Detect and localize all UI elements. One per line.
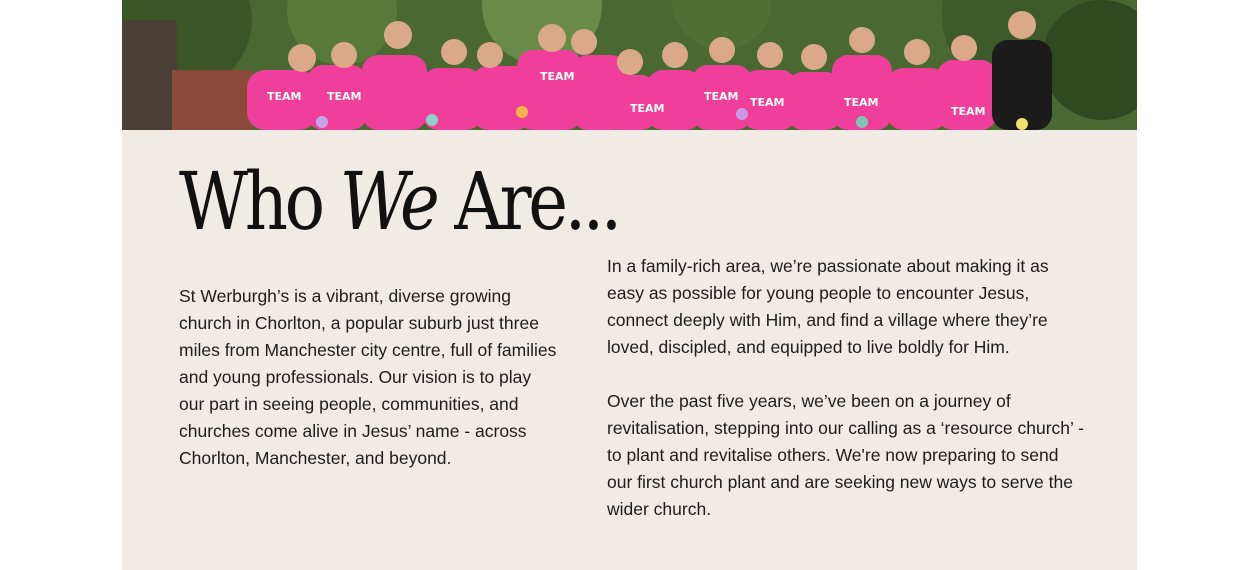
shirt-label: TEAM [267, 90, 302, 103]
shirt-label: TEAM [750, 96, 785, 109]
families-paragraph: In a family-rich area, we’re passionate about making it as easy as possible for young people to encounter Jesus, connect deeply with Him, and find a village where they’re loved, discipled, and equipped to live boldly for Him. [607, 256, 1049, 357]
heading-italic: We [339, 155, 437, 248]
team-photo-illustration [122, 0, 1137, 130]
right-column [607, 253, 1087, 550]
team-photo [122, 0, 1137, 130]
shirt-label: TEAM [327, 90, 362, 103]
who-we-are-section [122, 130, 1137, 570]
section-heading [179, 155, 619, 248]
shirt-label: TEAM [951, 105, 986, 118]
intro-paragraph: St Werburgh’s is a vibrant, diverse growing church in Chorlton, a popular suburb just three miles from Manchester city centre, full of families and young professionals. Our vision is to play our part in seeing people, communities, and churches come alive in Jesus’ name - across Chorlton, Manchester, and beyond. [179, 286, 557, 468]
shirt-label: TEAM [704, 90, 739, 103]
shirt-label: TEAM [844, 96, 879, 109]
shirt-label: TEAM [540, 70, 575, 83]
heading-part-2: Are... [436, 155, 619, 248]
journey-paragraph: Over the past five years, we’ve been on a journey of revitalisation, stepping into our calling as a ‘resource church’ - to plant and revitalise others. We're now preparing to send our first church plant and are seeking new ways to serve the wider church. [607, 391, 1084, 519]
heading-part-1: Who [179, 155, 340, 248]
shirt-label: TEAM [630, 102, 665, 115]
